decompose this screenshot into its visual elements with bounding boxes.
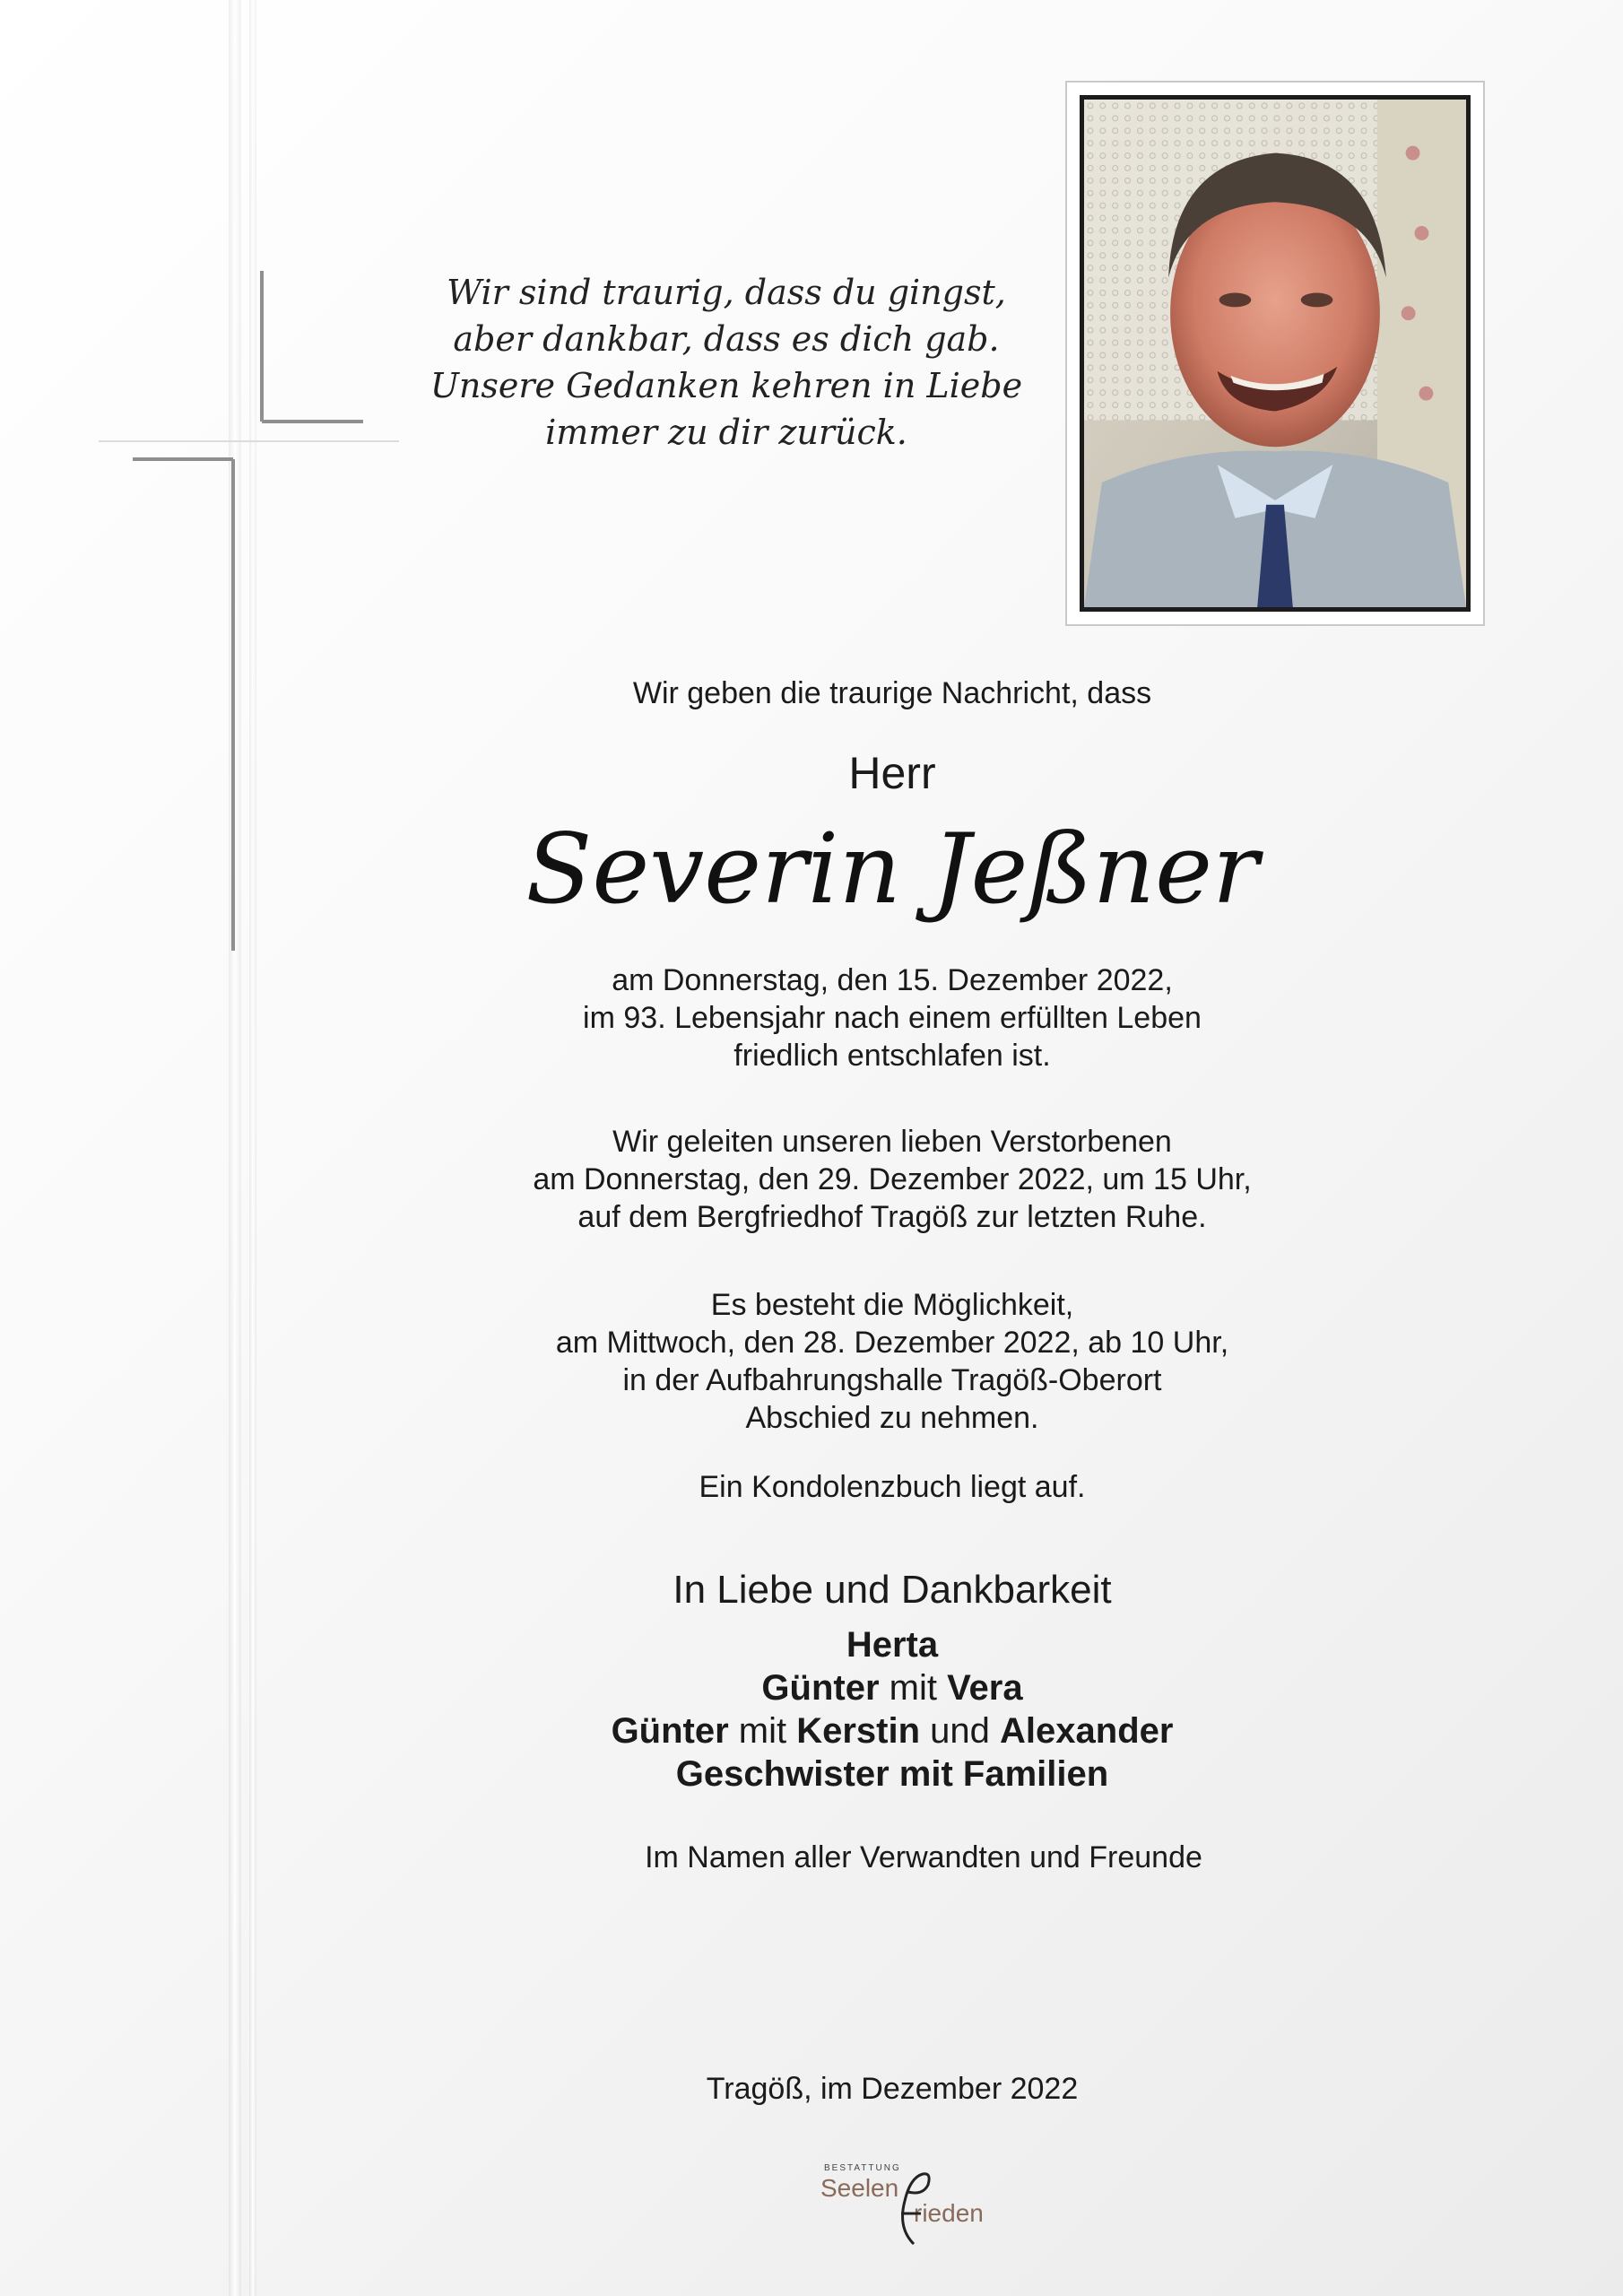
logo-word-1: Seelen — [820, 2174, 899, 2202]
closing-line: Im Namen aller Verwandten und Freunde — [645, 1840, 1202, 1874]
farewell-notice — [386, 1286, 1399, 1437]
quote-line: Wir sind traurig, dass du gingst, — [447, 273, 1006, 312]
mourner-name: Geschwister mit Familien — [675, 1754, 1109, 1794]
deceased-name: Severin Jeßner — [525, 813, 1259, 926]
connector-word: mit — [728, 1711, 797, 1751]
funeral-line: auf dem Bergfriedhof Tragöß zur letzten Ruhe. — [577, 1200, 1207, 1234]
logo-word-2: rieden — [914, 2199, 984, 2227]
funeral-home-logo — [820, 2163, 1018, 2253]
mourner-name: Alexander — [1000, 1711, 1174, 1751]
quote-line: Unsere Gedanken kehren in Liebe — [430, 366, 1023, 405]
portrait-photo — [1080, 95, 1471, 612]
mourner-name: Kerstin — [796, 1711, 921, 1751]
quote-line: immer zu dir zurück. — [545, 413, 907, 452]
mourner-line — [386, 1623, 1399, 1666]
mourners-list — [386, 1623, 1399, 1796]
farewell-line: in der Aufbahrungshalle Tragöß-Oberort — [622, 1363, 1162, 1397]
funeral-line: Wir geleiten unseren lieben Verstorbenen — [612, 1125, 1172, 1159]
farewell-line: am Mittwoch, den 28. Dezember 2022, ab 10 Uhr, — [555, 1326, 1229, 1360]
mourner-name: Vera — [947, 1668, 1023, 1708]
condolence-note: Ein Kondolenzbuch liegt auf. — [699, 1470, 1086, 1504]
quote-line: aber dankbar, dass es dich gab. — [453, 319, 1000, 359]
death-notice — [386, 961, 1399, 1074]
mourner-name: Günter — [761, 1668, 880, 1708]
logo-swirl-icon — [881, 2165, 935, 2251]
connector-word: und — [920, 1711, 1001, 1751]
mourner-line — [386, 1709, 1399, 1752]
portrait-photo-frame — [1065, 81, 1485, 626]
death-line: am Donnerstag, den 15. Dezember 2022, — [612, 963, 1173, 997]
mourner-name: Günter — [611, 1711, 729, 1751]
memorial-quote — [421, 269, 1031, 456]
death-line: im 93. Lebensjahr nach einem erfüllten Leben — [583, 1001, 1202, 1035]
salutation: Herr — [848, 748, 936, 798]
farewell-line: Abschied zu nehmen. — [745, 1401, 1039, 1435]
cross-icon — [90, 260, 412, 960]
funeral-line: am Donnerstag, den 29. Dezember 2022, um 15 Uhr, — [533, 1162, 1252, 1196]
mourner-name: Herta — [846, 1625, 939, 1665]
announcement-intro: Wir geben die traurige Nachricht, dass — [632, 676, 1152, 710]
place-date: Tragöß, im Dezember 2022 — [706, 2072, 1079, 2106]
mourner-line — [386, 1752, 1399, 1796]
connector-word: mit — [879, 1668, 948, 1708]
funeral-notice — [386, 1123, 1399, 1236]
death-line: friedlich entschlafen ist. — [733, 1039, 1051, 1073]
logo-small-text: BESTATTUNG — [824, 2163, 901, 2173]
mourners-heading: In Liebe und Dankbarkeit — [673, 1568, 1112, 1612]
farewell-line: Es besteht die Möglichkeit, — [710, 1288, 1074, 1322]
mourner-line — [386, 1666, 1399, 1709]
